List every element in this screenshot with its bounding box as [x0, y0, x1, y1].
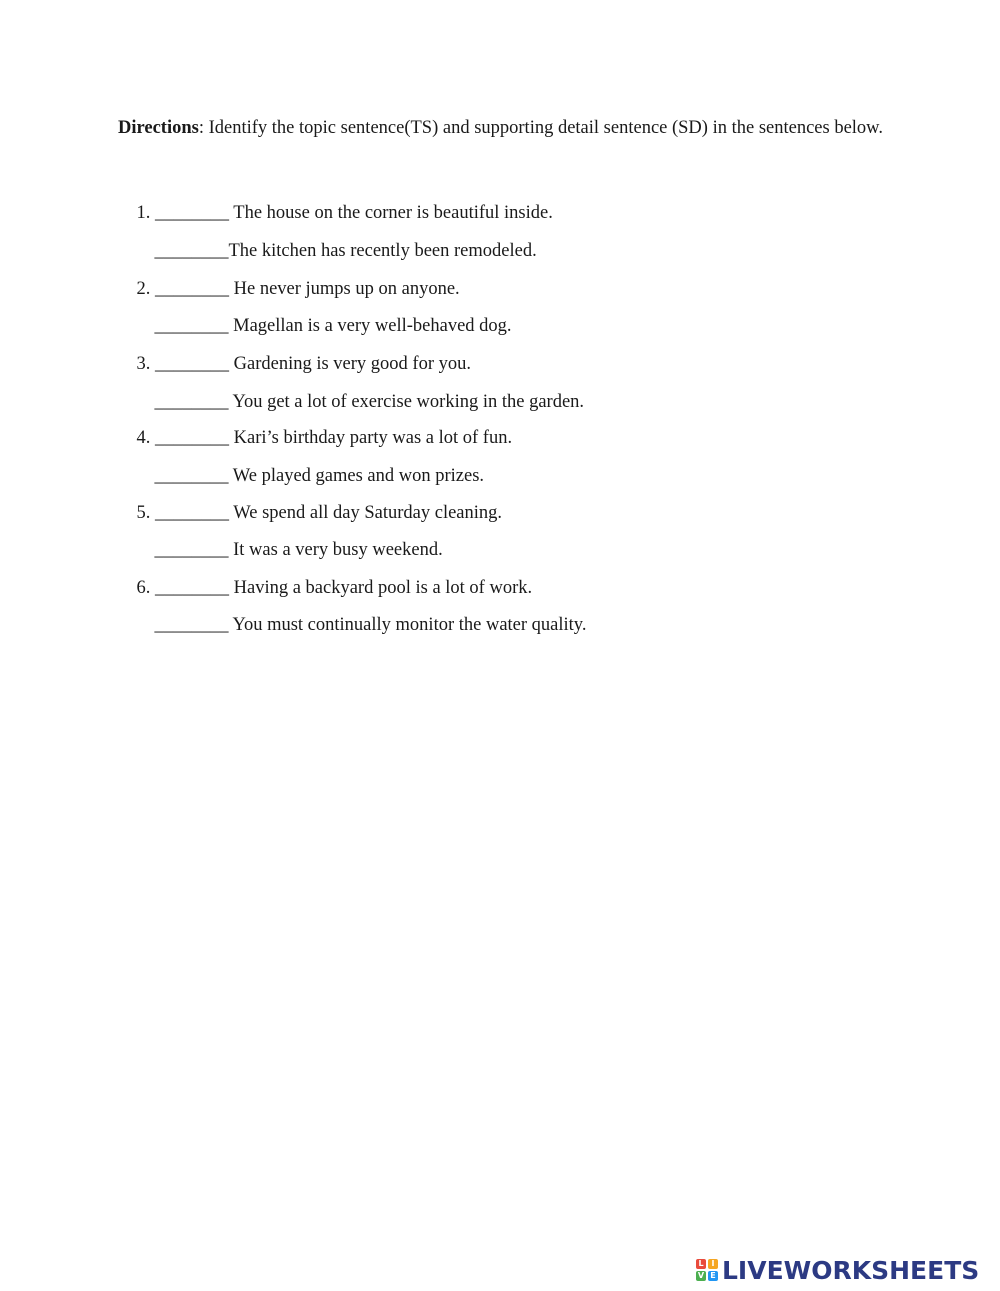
question-text: ________ He never jumps up on anyone. — [155, 279, 460, 299]
question-text: ________ You must continually monitor the water quality. — [154, 615, 587, 635]
question-text: ________The kitchen has recently been remodeled. — [154, 241, 537, 261]
question-number: 2. — [136, 279, 151, 299]
question-text: ________ The house on the corner is beautiful inside. — [155, 203, 553, 223]
question-text: ________ Gardening is very good for you. — [155, 354, 471, 374]
question-number: 6. — [136, 578, 151, 598]
logo-block-v: V — [697, 1271, 705, 1280]
directions-text: : Identify the topic sentence(TS) and supporting detail sentence (SD) in the sentences below. — [198, 118, 883, 138]
directions — [118, 116, 888, 141]
liveworksheets-logo — [696, 1252, 979, 1288]
logo-block-e: E — [708, 1271, 718, 1281]
question-number: 4. — [136, 428, 151, 448]
logo-block-l: L — [696, 1259, 706, 1269]
question-text: ________ We played games and won prizes. — [154, 466, 485, 486]
question-text: ________ Magellan is a very well-behaved dog. — [154, 316, 512, 336]
question-text: ________ Kari’s birthday party was a lot of fun. — [155, 428, 513, 448]
logo-block-i: I — [708, 1259, 718, 1269]
question-number: 1. — [136, 203, 151, 223]
directions-label: Directions — [118, 118, 199, 138]
question-6-line-2 — [136, 589, 586, 661]
question-number: 5. — [136, 503, 151, 523]
logo-blocks-icon — [696, 1259, 718, 1281]
question-text: ________ You get a lot of exercise working in the garden. — [154, 392, 585, 412]
question-text: ________ We spend all day Saturday cleaning. — [155, 503, 503, 523]
logo-text: LIVEWORKSHEETS — [722, 1255, 980, 1285]
question-number: 3. — [136, 354, 151, 374]
question-text: ________ Having a backyard pool is a lot of work. — [155, 578, 533, 598]
question-text: ________ It was a very busy weekend. — [154, 540, 443, 560]
